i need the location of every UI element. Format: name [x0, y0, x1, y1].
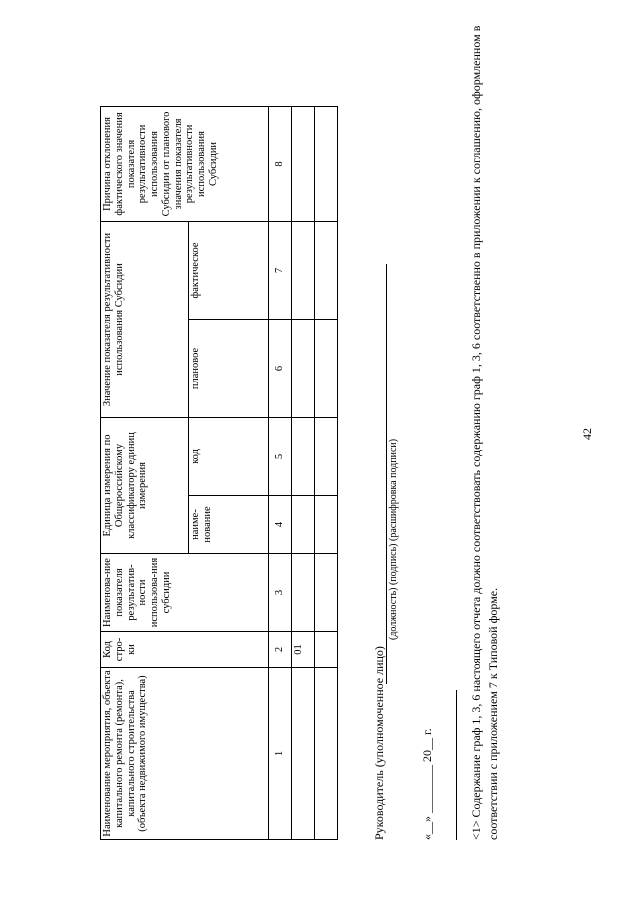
header-value-group: Значение показателя результативности использования Субсидии: [101, 221, 189, 417]
table-cell: [292, 554, 315, 632]
header-activity-name: Наименование мероприятия, объекта капитального ремонта (ремонта), капитального строительства (объекта недвижимого имущества): [101, 668, 269, 840]
table-cell: [292, 319, 315, 417]
table-row: [292, 106, 315, 839]
footnote-separator: [456, 690, 457, 840]
table-cell: [292, 496, 315, 554]
row-code: [315, 632, 338, 668]
column-number: 6: [269, 319, 292, 417]
column-number: 1: [269, 668, 292, 840]
table-cell: [292, 417, 315, 495]
header-row-code: Код стро-ки: [101, 632, 269, 668]
table-cell: [315, 554, 338, 632]
header-indicator-name: Наименова-ние показателя результатив-ности использова-ния субсидии: [101, 554, 269, 632]
column-number: 2: [269, 632, 292, 668]
table-row: [315, 106, 338, 839]
table-cell: [315, 106, 338, 221]
column-number: 4: [269, 496, 292, 554]
table-cell: [315, 496, 338, 554]
column-number: 3: [269, 554, 292, 632]
table-cell: [292, 106, 315, 221]
column-number-row: [269, 106, 292, 839]
table-cell: [292, 221, 315, 319]
table-cell: [292, 668, 315, 840]
column-number: 8: [269, 106, 292, 221]
table-cell: [315, 668, 338, 840]
column-number: 5: [269, 417, 292, 495]
header-value-plan: плановое: [189, 319, 269, 417]
row-code: 01: [292, 632, 315, 668]
header-value-fact: фактическое: [189, 221, 269, 319]
header-row-top: [101, 106, 189, 839]
date-line: «__» ________ 20__ г.: [420, 728, 434, 840]
header-unit-code: код: [189, 417, 269, 495]
page-number: 42: [580, 428, 594, 440]
column-number: 7: [269, 221, 292, 319]
table-cell: [315, 319, 338, 417]
signature-label: Руководитель (уполномоченное лицо): [372, 646, 386, 840]
report-table: [100, 106, 338, 840]
signature-caption: (должность) (подпись) (расшифровка подписи): [388, 438, 399, 640]
table-cell: [315, 221, 338, 319]
header-unit-name: наиме-нование: [189, 496, 269, 554]
header-unit-group: Единица измерения по Общероссийскому классификатору единиц измерения: [101, 417, 189, 553]
header-deviation-reason: Причина отклонения фактического значения показателя результативности использования Субсидии от планового значения показателя результативности использования Субсидии: [101, 106, 269, 221]
footnote: <1> Содержание граф 1, 3, 6 настоящего отчета должно соответствовать содержанию граф 1, 3, 6 соответственно в приложении к соглашению, оформленном в соответствии с приложением 7 к Типовой форме.: [469, 25, 501, 840]
signature-line: [386, 264, 387, 684]
table-cell: [315, 417, 338, 495]
